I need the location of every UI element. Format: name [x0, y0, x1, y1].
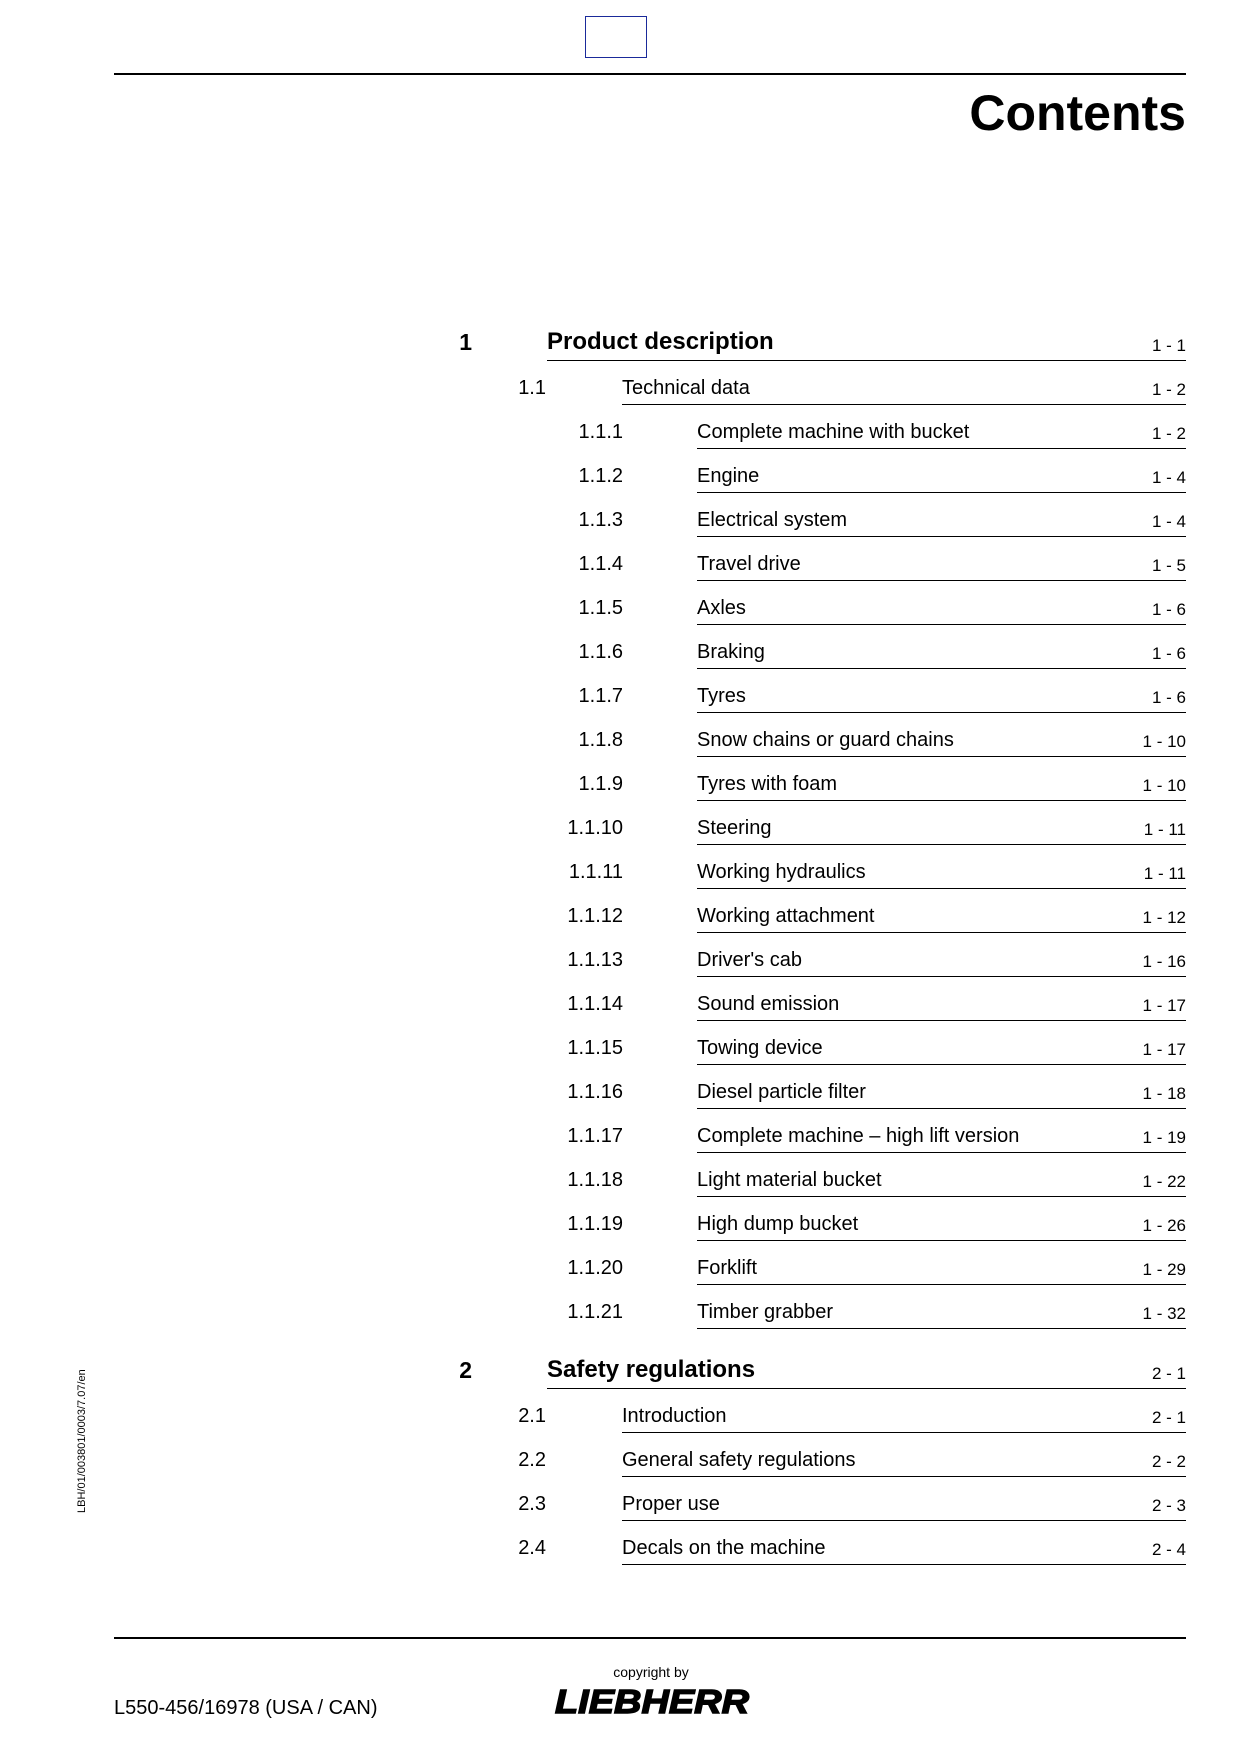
page-title: Contents	[969, 85, 1186, 141]
toc-entry-link[interactable]	[697, 1166, 1186, 1197]
toc-page-number: 2 - 1	[1151, 1364, 1186, 1383]
toc-number: 1.1.19	[567, 1213, 623, 1235]
toc-number: 1.1.12	[567, 905, 623, 927]
toc-entry-link[interactable]	[697, 902, 1186, 933]
toc-number: 1	[459, 329, 472, 355]
toc-number: 1.1.16	[567, 1081, 623, 1103]
toc-row	[0, 814, 1240, 844]
header-rule	[114, 73, 1186, 75]
toc-row	[0, 462, 1240, 492]
toc-row	[0, 1034, 1240, 1064]
toc-row	[0, 902, 1240, 932]
toc-page-number: 1 - 5	[1151, 556, 1186, 575]
toc-page-number: 1 - 1	[1151, 336, 1186, 355]
toc-entry-link[interactable]	[697, 770, 1186, 801]
toc-entry-link[interactable]	[697, 858, 1186, 889]
toc-row	[0, 990, 1240, 1020]
toc-entry-link[interactable]	[697, 506, 1186, 537]
toc-row	[0, 1358, 1240, 1388]
toc-title: Technical data	[622, 377, 750, 399]
toc-title: Safety regulations	[547, 1356, 756, 1383]
toc-page-number: 1 - 11	[1143, 864, 1186, 883]
toc-entry-link[interactable]	[622, 1402, 1186, 1433]
toc-page-number: 1 - 22	[1142, 1172, 1186, 1191]
toc-title: Product description	[547, 328, 774, 355]
toc-title: Axles	[697, 597, 746, 619]
toc-title: Steering	[697, 817, 772, 839]
toc-entry-link[interactable]	[697, 814, 1186, 845]
footer-rule	[114, 1637, 1186, 1639]
toc-number: 1.1.11	[568, 861, 623, 883]
toc-number: 1.1.5	[578, 597, 623, 619]
toc-page-number: 1 - 17	[1142, 1040, 1186, 1059]
toc-entry-link[interactable]	[547, 330, 1186, 361]
toc-row	[0, 858, 1240, 888]
toc-number: 1.1.1	[578, 421, 623, 443]
toc-row	[0, 550, 1240, 580]
toc-number: 1.1.4	[578, 553, 623, 575]
toc-title: Complete machine – high lift version	[697, 1125, 1020, 1147]
toc-number: 2	[459, 1357, 472, 1383]
toc-title: Complete machine with bucket	[697, 421, 970, 443]
toc-title: Introduction	[622, 1405, 727, 1427]
toc-row	[0, 638, 1240, 668]
toc-entry-link[interactable]	[697, 550, 1186, 581]
page-marker-box	[585, 16, 647, 58]
toc-number: 1.1.3	[578, 509, 623, 531]
toc-number: 2.2	[518, 1449, 546, 1471]
toc-row	[0, 1254, 1240, 1284]
toc-number: 1.1.13	[567, 949, 623, 971]
toc-number: 2.4	[518, 1537, 546, 1559]
toc-page-number: 1 - 10	[1142, 732, 1186, 751]
toc-row	[0, 1122, 1240, 1152]
toc-entry-link[interactable]	[697, 1078, 1186, 1109]
toc-number: 1.1.2	[578, 465, 623, 487]
toc-page-number: 1 - 6	[1151, 644, 1186, 663]
toc-page-number: 1 - 17	[1142, 996, 1186, 1015]
toc-page-number: 2 - 1	[1151, 1408, 1186, 1427]
toc-page-number: 2 - 4	[1151, 1540, 1186, 1559]
toc-page-number: 1 - 12	[1142, 908, 1186, 927]
toc-row	[0, 1402, 1240, 1432]
toc-row	[0, 1078, 1240, 1108]
toc-entry-link[interactable]	[697, 638, 1186, 669]
model-number: L550-456/16978 (USA / CAN)	[114, 1697, 378, 1719]
toc-title: Sound emission	[697, 993, 840, 1015]
toc-title: Towing device	[697, 1037, 823, 1059]
toc-row	[0, 374, 1240, 404]
toc-row	[0, 594, 1240, 624]
toc-number: 1.1.20	[567, 1257, 623, 1279]
toc-page-number: 1 - 2	[1151, 380, 1186, 399]
toc-entry-link[interactable]	[547, 1358, 1186, 1389]
toc-number: 1.1.8	[578, 729, 623, 751]
toc-number: 1.1.6	[578, 641, 623, 663]
toc-number: 2.3	[518, 1493, 546, 1515]
toc-entry-link[interactable]	[622, 1490, 1186, 1521]
document-code: LBH/01/003801/0003/7.07/en	[76, 1369, 88, 1513]
toc-row	[0, 1446, 1240, 1476]
toc-row	[0, 1166, 1240, 1196]
toc-number: 1.1.21	[567, 1301, 623, 1323]
toc-title: Timber grabber	[697, 1301, 833, 1323]
toc-title: Proper use	[622, 1493, 720, 1515]
toc-title: Snow chains or guard chains	[697, 729, 954, 751]
toc-row	[0, 506, 1240, 536]
toc-row	[0, 330, 1240, 360]
toc-row	[0, 770, 1240, 800]
toc-row	[0, 946, 1240, 976]
toc-number: 1.1.14	[567, 993, 623, 1015]
toc-page-number: 1 - 6	[1151, 688, 1186, 707]
liebherr-logo	[553, 1687, 751, 1717]
toc-row	[0, 682, 1240, 712]
toc-entry-link[interactable]	[697, 1298, 1186, 1329]
toc-title: Tyres with foam	[697, 773, 838, 795]
toc-entry-link[interactable]	[697, 418, 1186, 449]
toc-page-number: 1 - 26	[1142, 1216, 1186, 1235]
toc-entry-link[interactable]	[697, 1254, 1186, 1285]
toc-title: Diesel particle filter	[697, 1081, 866, 1103]
toc-title: Tyres	[697, 685, 746, 707]
toc-page-number: 1 - 4	[1151, 512, 1186, 531]
toc-entry-link[interactable]	[697, 1122, 1186, 1153]
toc-page-number: 1 - 29	[1142, 1260, 1186, 1279]
toc-page-number: 1 - 32	[1142, 1304, 1186, 1323]
toc-title: Travel drive	[697, 553, 801, 575]
toc-title: Electrical system	[697, 509, 848, 531]
toc-page-number: 1 - 6	[1151, 600, 1186, 619]
toc-number: 1.1.18	[567, 1169, 623, 1191]
toc-page-number: 1 - 11	[1143, 820, 1186, 839]
toc-number: 1.1.9	[578, 773, 623, 795]
toc-page-number: 1 - 16	[1142, 952, 1186, 971]
toc-page-number: 2 - 3	[1151, 1496, 1186, 1515]
toc-entry-link[interactable]	[697, 594, 1186, 625]
toc-entry-link[interactable]	[697, 946, 1186, 977]
toc-row	[0, 418, 1240, 448]
toc-page-number: 1 - 10	[1142, 776, 1186, 795]
toc-title: Working hydraulics	[697, 861, 866, 883]
toc-title: Light material bucket	[697, 1169, 882, 1191]
toc-entry-link[interactable]	[622, 1446, 1186, 1477]
logo-text: LIEBHERR	[555, 1687, 750, 1717]
toc-title: Forklift	[697, 1257, 757, 1279]
toc-page-number: 1 - 19	[1142, 1128, 1186, 1147]
toc-title: General safety regulations	[622, 1449, 856, 1471]
toc-page-number: 1 - 2	[1151, 424, 1186, 443]
toc-row	[0, 1298, 1240, 1328]
toc-number: 1.1.15	[567, 1037, 623, 1059]
toc-entry-link[interactable]	[697, 682, 1186, 713]
toc-number: 1.1.7	[578, 685, 623, 707]
toc-title: Braking	[697, 641, 765, 663]
toc-row	[0, 726, 1240, 756]
toc-row	[0, 1490, 1240, 1520]
toc-title: High dump bucket	[697, 1213, 859, 1235]
toc-title: Driver's cab	[697, 949, 802, 971]
toc-entry-link[interactable]	[622, 374, 1186, 405]
toc-row	[0, 1534, 1240, 1564]
toc-page-number: 2 - 2	[1151, 1452, 1186, 1471]
toc-number: 1.1.10	[567, 817, 623, 839]
toc-entry-link[interactable]	[622, 1534, 1186, 1565]
toc-title: Working attachment	[697, 905, 875, 927]
toc-entry-link[interactable]	[697, 1210, 1186, 1241]
toc-entry-link[interactable]	[697, 726, 1186, 757]
toc-number: 2.1	[518, 1405, 546, 1427]
toc-page-number: 1 - 18	[1142, 1084, 1186, 1103]
copyright-label: copyright by	[613, 1664, 689, 1680]
toc-entry-link[interactable]	[697, 990, 1186, 1021]
toc-title: Engine	[697, 465, 760, 487]
toc-page-number: 1 - 4	[1151, 468, 1186, 487]
toc-number: 1.1	[518, 377, 546, 399]
toc-row	[0, 1210, 1240, 1240]
toc-entry-link[interactable]	[697, 1034, 1186, 1065]
toc-title: Decals on the machine	[622, 1537, 826, 1559]
toc-number: 1.1.17	[567, 1125, 623, 1147]
toc-entry-link[interactable]	[697, 462, 1186, 493]
